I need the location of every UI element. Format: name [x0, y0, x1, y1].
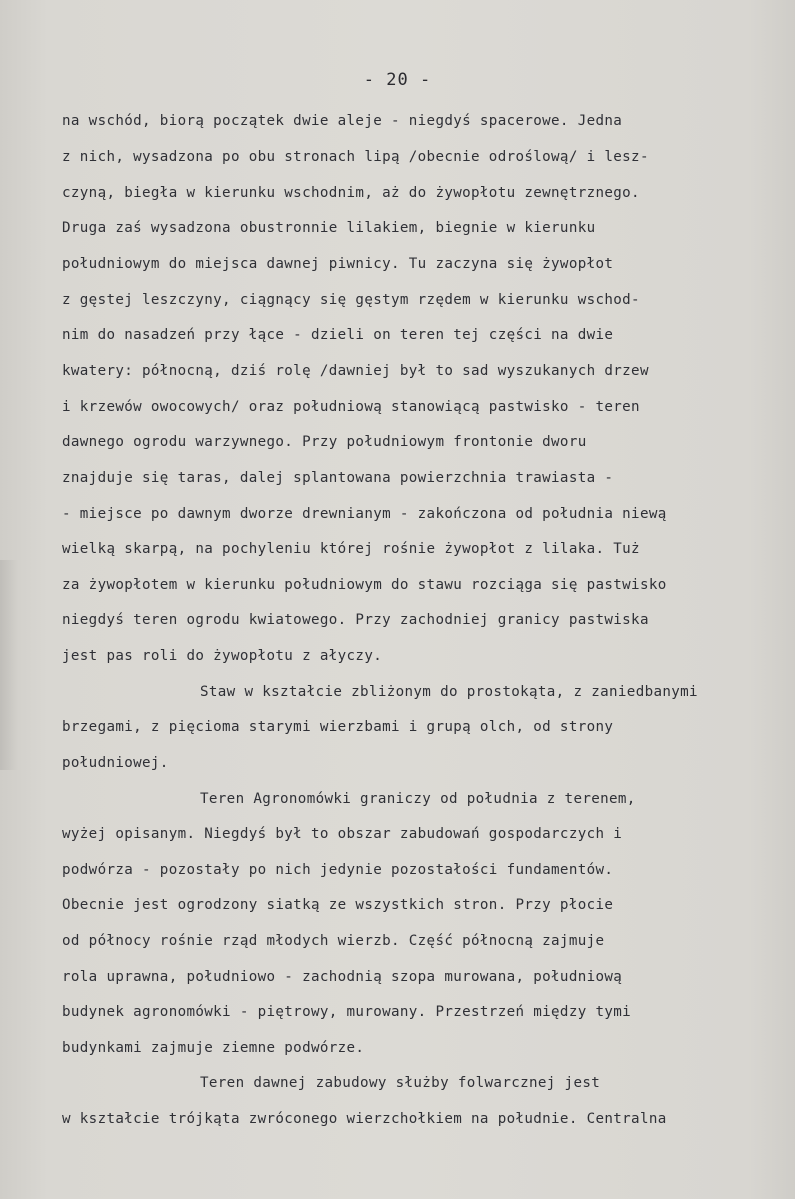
- text-line: czyną, biegła w kierunku wschodnim, aż do żywopłotu zewnętrznego.: [62, 185, 640, 201]
- text-line: Obecnie jest ogrodzony siatką ze wszystkich stron. Przy płocie: [62, 897, 614, 913]
- text-line: za żywopłotem w kierunku południowym do stawu rozciąga się pastwisko: [62, 577, 667, 593]
- text-line: wielką skarpą, na pochyleniu której rośnie żywopłot z lilaka. Tuż: [62, 541, 640, 557]
- text-line: dawnego ogrodu warzywnego. Przy południowym frontonie dworu: [62, 434, 587, 450]
- text-line: budynkami zajmuje ziemne podwórze.: [62, 1040, 365, 1056]
- text-line: kwatery: północną, dziś rolę /dawniej był to sad wyszukanych drzew: [62, 363, 649, 379]
- text-line: południowym do miejsca dawnej piwnicy. Tu zaczyna się żywopłot: [62, 256, 614, 272]
- text-line: Teren Agronomówki graniczy od południa z terenem,: [200, 791, 636, 807]
- text-line: wyżej opisanym. Niegdyś był to obszar zabudowań gospodarczych i: [62, 826, 623, 842]
- page-fold-shadow: [0, 560, 18, 770]
- text-line: od północy rośnie rząd młodych wierzb. Część północną zajmuje: [62, 933, 605, 949]
- text-line: znajduje się taras, dalej splantowana powierzchnia trawiasta -: [62, 470, 614, 486]
- text-line: Druga zaś wysadzona obustronnie lilakiem, biegnie w kierunku: [62, 220, 596, 236]
- text-line: z nich, wysadzona po obu stronach lipą /obecnie odroślową/ i lesz-: [62, 149, 649, 165]
- text-line: Teren dawnej zabudowy służby folwarcznej jest: [200, 1075, 601, 1091]
- text-line: w kształcie trójkąta zwróconego wierzchołkiem na południe. Centralna: [62, 1111, 667, 1127]
- text-line: na wschód, biorą początek dwie aleje - niegdyś spacerowe. Jedna: [62, 113, 623, 129]
- text-line: jest pas roli do żywopłotu z ałyczy.: [62, 648, 383, 664]
- text-line: nim do nasadzeń przy łące - dzieli on teren tej części na dwie: [62, 327, 614, 343]
- text-line: - miejsce po dawnym dworze drewnianym - zakończona od południa niewą: [62, 506, 667, 522]
- text-line: rola uprawna, południowo - zachodnią szopa murowana, południową: [62, 969, 623, 985]
- text-line: południowej.: [62, 755, 169, 771]
- text-line: niegdyś teren ogrodu kwiatowego. Przy zachodniej granicy pastwiska: [62, 612, 649, 628]
- text-line: z gęstej leszczyny, ciągnący się gęstym rzędem w kierunku wschod-: [62, 292, 640, 308]
- text-line: brzegami, z pięcioma starymi wierzbami i grupą olch, od strony: [62, 719, 614, 735]
- text-line: budynek agronomówki - piętrowy, murowany. Przestrzeń między tymi: [62, 1004, 632, 1020]
- text-line: i krzewów owocowych/ oraz południową stanowiącą pastwisko - teren: [62, 399, 640, 415]
- text-line: podwórza - pozostały po nich jedynie pozostałości fundamentów.: [62, 862, 614, 878]
- page-number: - 20 -: [363, 70, 432, 90]
- text-line: Staw w kształcie zbliżonym do prostokąta, z zaniedbanymi: [200, 684, 698, 700]
